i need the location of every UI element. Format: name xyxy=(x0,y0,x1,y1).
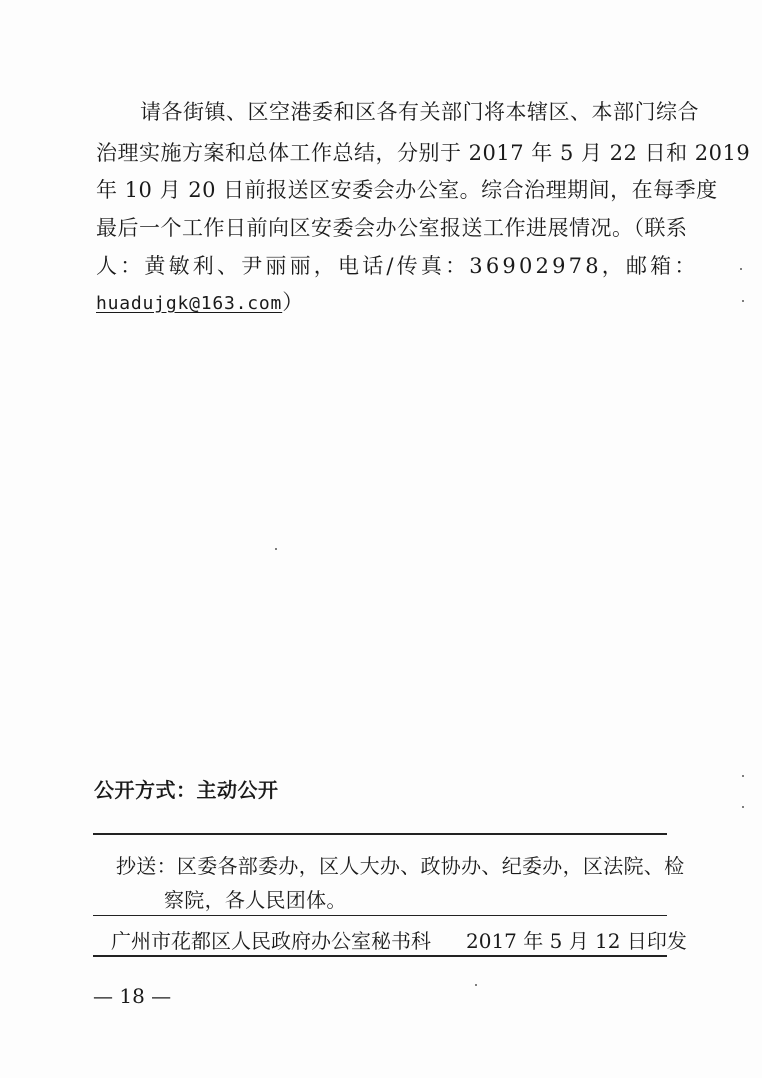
disclosure-method: 公开方式：主动公开 xyxy=(94,778,279,802)
cc-line-2: 察院，各人民团体。 xyxy=(164,888,347,912)
body-paragraph-line-3: 年 10 月 20 日前报送区安委会办公室。综合治理期间，在每季度 xyxy=(96,178,718,202)
email-line xyxy=(96,290,304,316)
body-paragraph-line-2: 治理实施方案和总体工作总结，分别于 2017 年 5 月 22 日和 2019 xyxy=(96,141,751,165)
cc-bottom-rule xyxy=(93,915,667,916)
body-paragraph-line-4: 最后一个工作日前向区安委会办公室报送工作进展情况。（联系 xyxy=(96,216,688,240)
issuing-office: 广州市花都区人民政府办公室秘书科 xyxy=(111,929,431,953)
body-paragraph-line-1: 请各街镇、区空港委和区各有关部门将本辖区、本部门综合 xyxy=(140,100,699,124)
scan-speck xyxy=(740,268,742,270)
contact-email-link[interactable]: huadujgk@163.com xyxy=(96,293,283,314)
print-date: 2017 年 5 月 12 日印发 xyxy=(466,929,687,953)
cc-top-rule xyxy=(93,833,667,835)
scan-speck xyxy=(742,806,744,808)
closing-paren: ） xyxy=(282,290,304,314)
footer-bottom-rule xyxy=(93,955,667,957)
cc-line-1: 抄送：区委各部委办，区人大办、政协办、纪委办，区法院、检 xyxy=(116,854,685,878)
scan-speck xyxy=(742,300,744,302)
scan-speck xyxy=(742,775,744,777)
scan-speck xyxy=(475,984,477,986)
page-number: — 18 — xyxy=(93,984,172,1008)
contact-line: 人：黄敏利、尹丽丽，电话/传真：36902978，邮箱： xyxy=(96,254,699,278)
scan-speck xyxy=(275,548,277,550)
